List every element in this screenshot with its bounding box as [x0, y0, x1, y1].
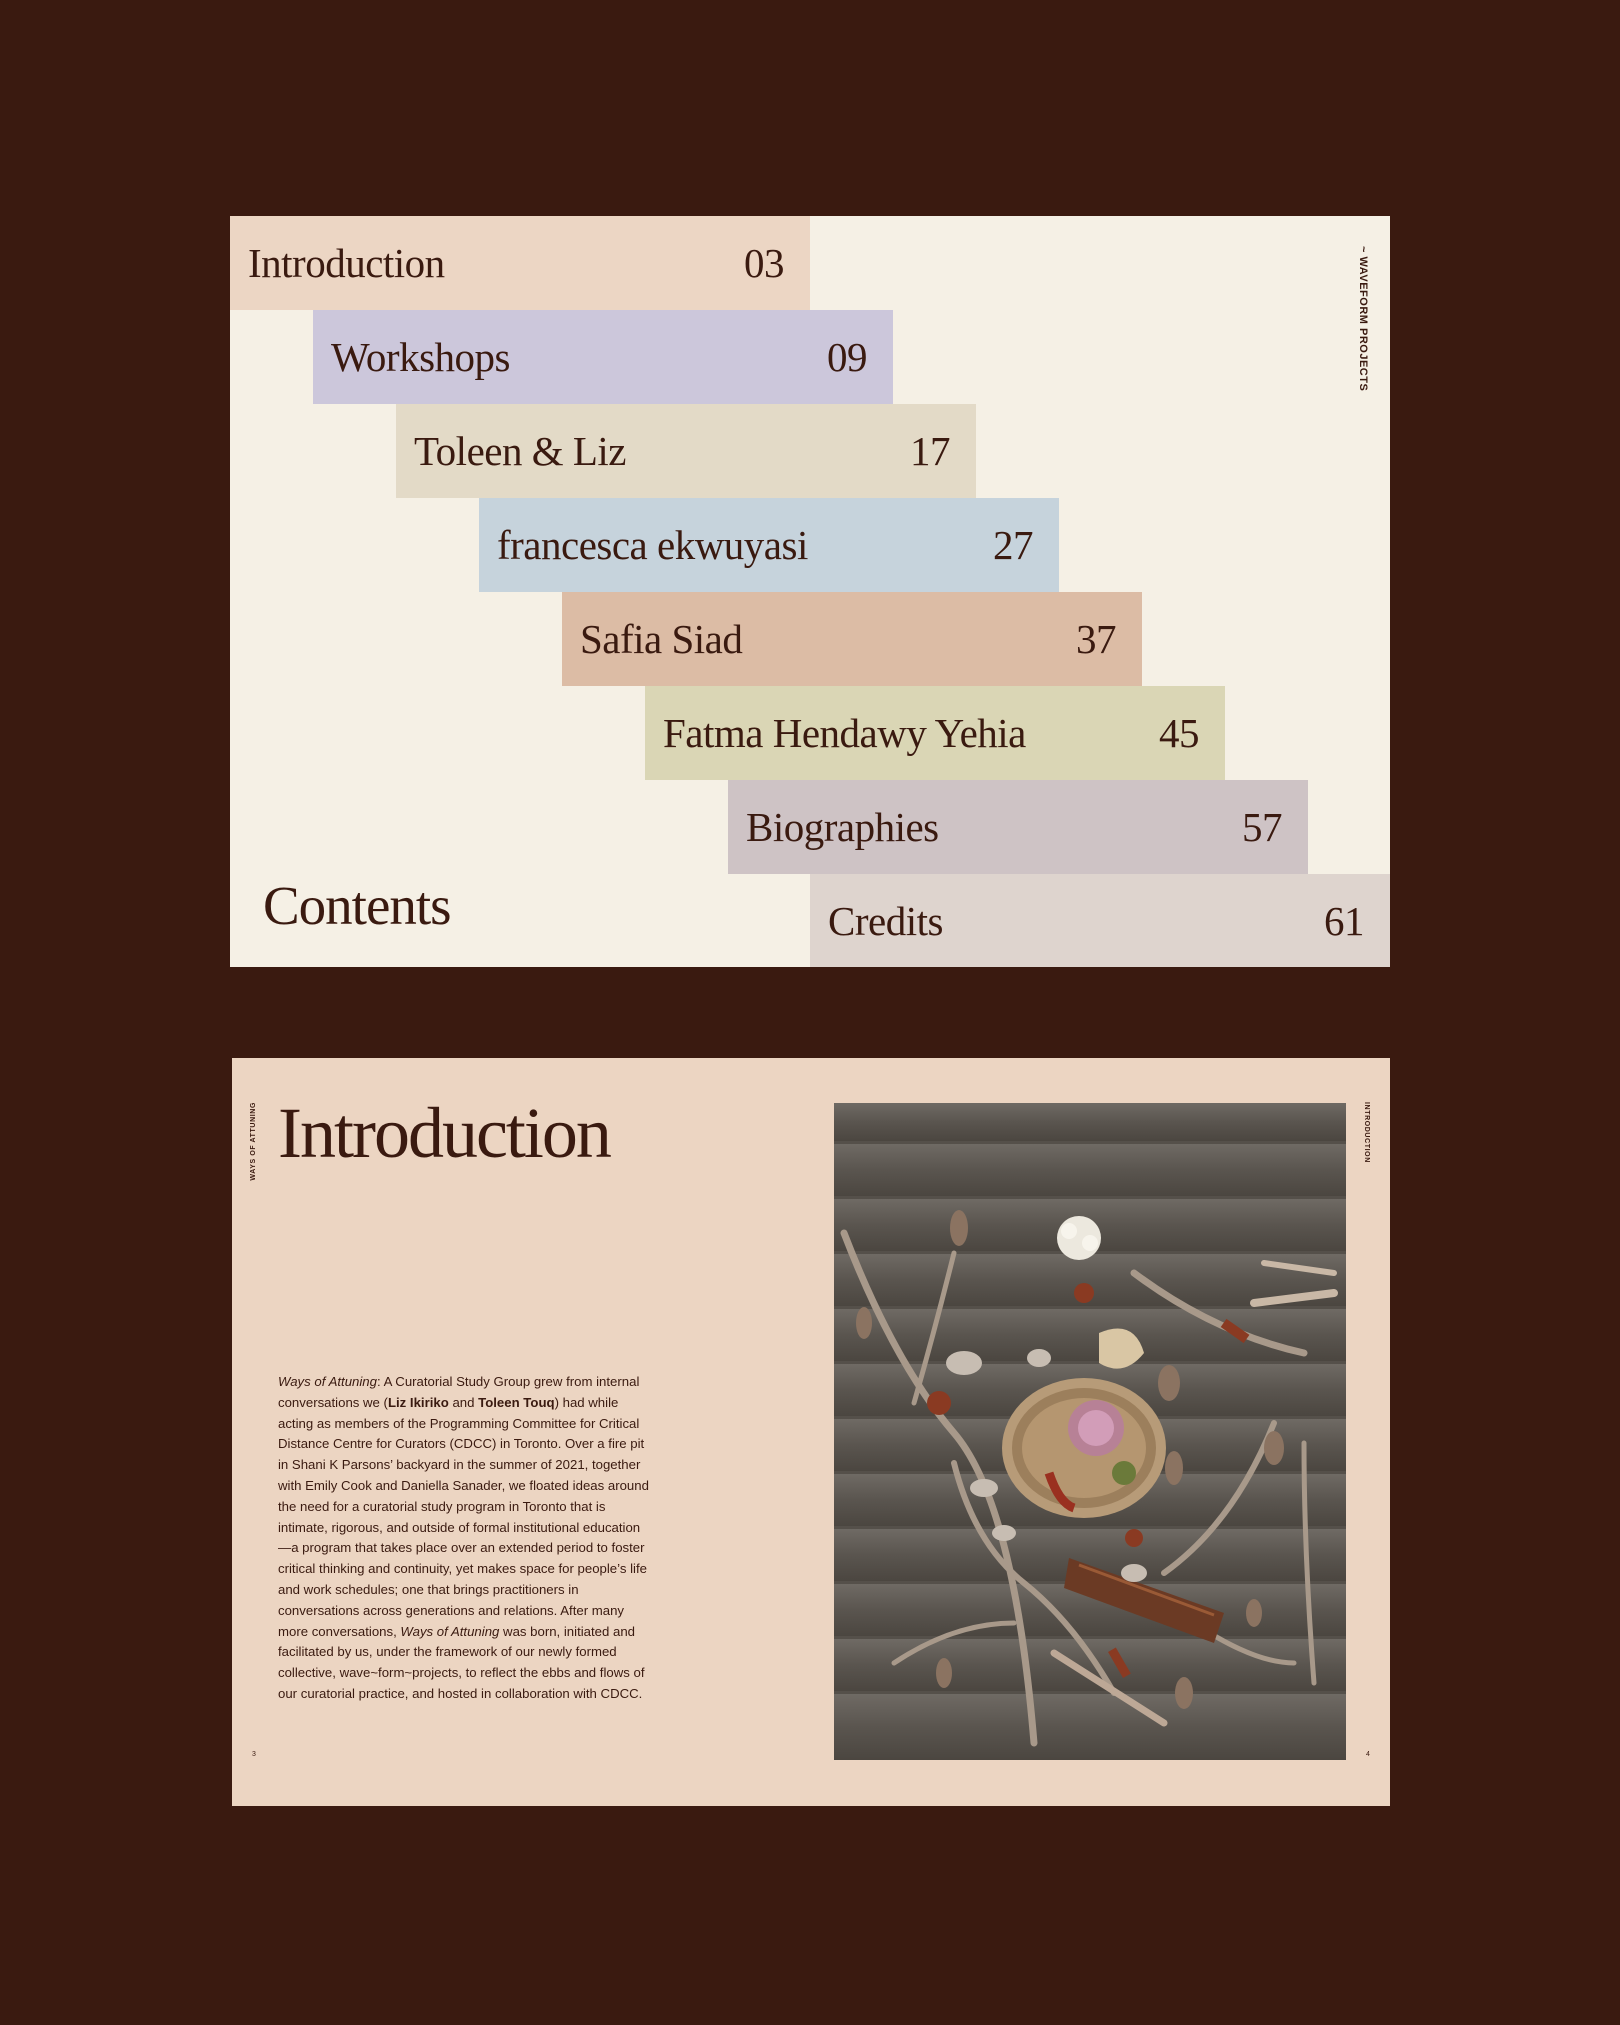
- toc-item-label: Introduction: [248, 240, 445, 286]
- toc-item-fatma-hendawy-yehia[interactable]: [645, 686, 1225, 780]
- nature-arrangement-photo: [834, 1103, 1346, 1760]
- toc-item-page: 57: [1242, 804, 1282, 850]
- page-number-left: 3: [252, 1751, 256, 1758]
- toc-item-francesca-ekwuyasi[interactable]: [479, 498, 1059, 592]
- toc-item-workshops[interactable]: [313, 310, 893, 404]
- toc-item-credits[interactable]: [810, 874, 1390, 967]
- toc-item-label: Toleen & Liz: [414, 428, 626, 474]
- woven-basket: [1002, 1378, 1166, 1518]
- contents-spread: [230, 216, 1390, 967]
- toc-item-toleen-liz[interactable]: [396, 404, 976, 498]
- toc-item-label: Biographies: [746, 804, 939, 850]
- toc-item-safia-siad[interactable]: [562, 592, 1142, 686]
- body-text: and: [448, 1394, 479, 1410]
- introduction-title: Introduction: [278, 1093, 610, 1173]
- author-name: Liz Ikiriko: [387, 1394, 449, 1410]
- toc-item-label: Credits: [828, 898, 943, 944]
- body-text: was born, initiated and facilitated by us, under the framework of our newly formed collective, wave~form~projects, to reflect the ebbs and flows of our curatorial practice, and hosted in collaboration with CDCC.: [278, 1623, 645, 1701]
- page-number-right: 4: [1366, 1751, 1370, 1758]
- toc-item-page: 37: [1076, 616, 1116, 662]
- toc-item-introduction[interactable]: [230, 216, 810, 310]
- publication-title: Ways of Attuning: [278, 1374, 377, 1389]
- introduction-spread: [232, 1058, 1390, 1806]
- toc-item-page: 17: [910, 428, 950, 474]
- toc-item-label: Safia Siad: [580, 616, 743, 662]
- introduction-body-text: [278, 1372, 653, 1705]
- toc-item-page: 27: [993, 522, 1033, 568]
- toc-item-biographies[interactable]: [728, 780, 1308, 874]
- toc-item-page: 09: [827, 334, 867, 380]
- body-text: : A Curatorial Study Group grew from internal conversations we (: [278, 1374, 640, 1410]
- toc-item-page: 03: [744, 240, 784, 286]
- toc-item-label: Workshops: [331, 334, 510, 380]
- toc-item-page: 45: [1159, 710, 1199, 756]
- author-name: Toleen Touq: [478, 1394, 555, 1410]
- body-text: ) had while acting as members of the Programming Committee for Critical Distance Centre for Curators (CDCC) in Toronto. Over a fire pit in Shani K Parsons’ backyard in the summer of 2021, together with Emily Cook and Daniella Sanader, we floated ideas around the need for a curatorial study program in Toronto that is intimate, rigorous, and outside of formal institutional education—a program that takes place over an extended period to foster critical thinking and continuity, yet makes space for people’s life and work schedules; one that brings practitioners in conversations across generations and relations. After many more conversations,: [278, 1394, 649, 1639]
- running-head-right: INTRODUCTION: [1363, 1102, 1370, 1163]
- publication-title: Ways of Attuning: [400, 1623, 500, 1639]
- running-head-left: WAYS OF ATTUNING: [250, 1102, 257, 1181]
- toc-item-page: 61: [1324, 898, 1364, 944]
- contents-heading: Contents: [263, 875, 451, 936]
- publisher-mark: ~ WAVEFORM PROJECTS: [1357, 246, 1369, 392]
- introduction-photo: [834, 1103, 1346, 1760]
- toc-item-label: francesca ekwuyasi: [497, 522, 808, 568]
- white-flower: [1057, 1216, 1101, 1260]
- toc-item-label: Fatma Hendawy Yehia: [663, 710, 1026, 756]
